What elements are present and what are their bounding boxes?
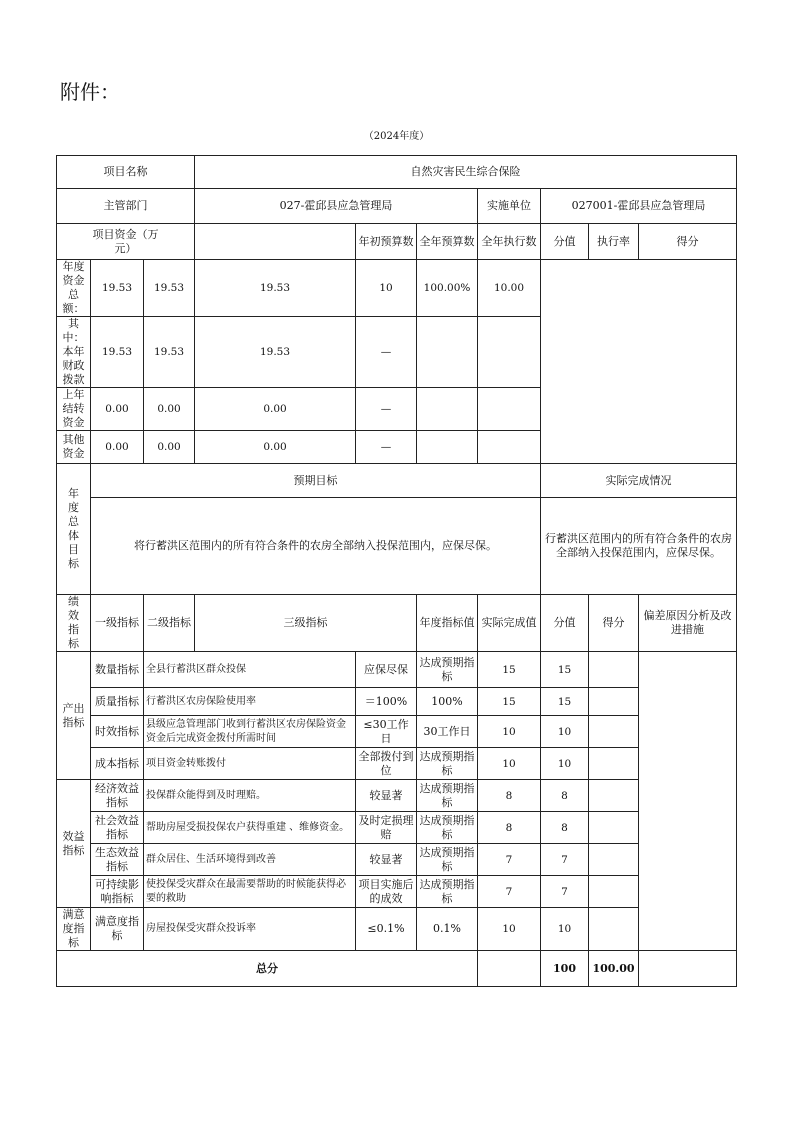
perf-row bbox=[57, 780, 737, 812]
note bbox=[589, 876, 639, 908]
score: 10 bbox=[478, 716, 541, 748]
blank-cell bbox=[195, 224, 356, 260]
funds-value bbox=[478, 317, 541, 388]
funds-header: 得分 bbox=[639, 224, 737, 260]
total-label: 总分 bbox=[57, 951, 478, 987]
funds-value: 0.00 bbox=[144, 388, 195, 431]
got: 8 bbox=[541, 812, 589, 844]
funds-value: 0.00 bbox=[195, 388, 356, 431]
actual: 达成预期指标 bbox=[417, 780, 478, 812]
funds-row bbox=[57, 317, 737, 388]
level3: 县级应急管理部门收到行蓄洪区农房保险资金资金后完成资金拨付所需时间 bbox=[144, 716, 356, 748]
funds-row-name: 其中：本年财政拨款 bbox=[57, 317, 91, 388]
level2: 成本指标 bbox=[91, 748, 144, 780]
actual-goal: 行蓄洪区范围内的所有符合条件的农房全部纳入投保范围内，应保尽保。 bbox=[541, 498, 737, 595]
got: 15 bbox=[541, 652, 589, 688]
level2: 时效指标 bbox=[91, 716, 144, 748]
note bbox=[589, 716, 639, 748]
funds-value: 0.00 bbox=[195, 431, 356, 464]
funds-value: — bbox=[356, 388, 417, 431]
total-row bbox=[57, 951, 737, 987]
funds-header-row bbox=[57, 224, 737, 260]
funds-label: 项目资金（万元） bbox=[57, 224, 195, 260]
level2: 满意度指标 bbox=[91, 908, 144, 951]
actual: 达成预期指标 bbox=[417, 652, 478, 688]
attachment-heading: 附件： bbox=[60, 80, 120, 104]
funds-value bbox=[478, 388, 541, 431]
score: 10 bbox=[478, 748, 541, 780]
group-label: 产出指标 bbox=[57, 652, 91, 780]
level3: 使投保受灾群众在最需要帮助的时候能获得必要的救助 bbox=[144, 876, 356, 908]
got: 15 bbox=[541, 688, 589, 716]
funds-row-name: 其他资金 bbox=[57, 431, 91, 464]
funds-value bbox=[417, 317, 478, 388]
perf-header: 三级指标 bbox=[195, 595, 417, 652]
group-label: 满意度指标 bbox=[57, 908, 91, 951]
target: 项目实施后的成效 bbox=[356, 876, 417, 908]
target: ≤30工作日 bbox=[356, 716, 417, 748]
level2: 经济效益指标 bbox=[91, 780, 144, 812]
funds-header: 全年预算数 bbox=[417, 224, 478, 260]
funds-value: 0.00 bbox=[91, 431, 144, 464]
funds-value: 19.53 bbox=[91, 317, 144, 388]
dept-label: 主管部门 bbox=[57, 189, 195, 224]
funds-row bbox=[57, 431, 737, 464]
funds-header: 全年执行数 bbox=[478, 224, 541, 260]
actual: 30工作日 bbox=[417, 716, 478, 748]
perf-row bbox=[57, 716, 737, 748]
level3: 投保群众能得到及时理赔。 bbox=[144, 780, 356, 812]
funds-value: 19.53 bbox=[144, 317, 195, 388]
got: 7 bbox=[541, 844, 589, 876]
note bbox=[589, 844, 639, 876]
note bbox=[589, 812, 639, 844]
dept-row bbox=[57, 189, 737, 224]
score: 7 bbox=[478, 844, 541, 876]
funds-value: 100.00% bbox=[417, 260, 478, 317]
expected-goal: 将行蓄洪区范围内的所有符合条件的农房全部纳入投保范围内，应保尽保。 bbox=[91, 498, 541, 595]
level2: 质量指标 bbox=[91, 688, 144, 716]
funds-value: 0.00 bbox=[91, 388, 144, 431]
note bbox=[589, 908, 639, 951]
funds-value: — bbox=[356, 317, 417, 388]
note bbox=[589, 652, 639, 688]
score: 7 bbox=[478, 876, 541, 908]
target: ＝100% bbox=[356, 688, 417, 716]
year-label: （2024年度） bbox=[363, 131, 430, 142]
perf-row bbox=[57, 688, 737, 716]
unit-value: 027001-霍邱县应急管理局 bbox=[541, 189, 737, 224]
actual: 达成预期指标 bbox=[417, 844, 478, 876]
funds-value: 19.53 bbox=[195, 317, 356, 388]
got: 10 bbox=[541, 748, 589, 780]
total-score: 100 bbox=[541, 951, 589, 987]
actual: 达成预期指标 bbox=[417, 812, 478, 844]
perf-header: 实际完成值 bbox=[478, 595, 541, 652]
score: 8 bbox=[478, 780, 541, 812]
funds-value: — bbox=[356, 431, 417, 464]
funds-header: 执行率 bbox=[589, 224, 639, 260]
level3: 群众居住、生活环境得到改善 bbox=[144, 844, 356, 876]
level3: 帮助房屋受损投保农户获得重建 、维修资金。 bbox=[144, 812, 356, 844]
perf-header: 分值 bbox=[541, 595, 589, 652]
unit-label: 实施单位 bbox=[478, 189, 541, 224]
actual: 100% bbox=[417, 688, 478, 716]
target: ≤0.1% bbox=[356, 908, 417, 951]
funds-row-name: 年度资金总额： bbox=[57, 260, 91, 317]
group-label: 效益指标 bbox=[57, 780, 91, 908]
target: 较显著 bbox=[356, 780, 417, 812]
funds-row-name: 上年结转资金 bbox=[57, 388, 91, 431]
project-name: 自然灾害民生综合保险 bbox=[195, 156, 737, 189]
level3: 项目资金转账拨付 bbox=[144, 748, 356, 780]
dept-value: 027-霍邱县应急管理局 bbox=[195, 189, 478, 224]
funds-value: 10.00 bbox=[478, 260, 541, 317]
got: 8 bbox=[541, 780, 589, 812]
funds-value: 10 bbox=[356, 260, 417, 317]
funds-value bbox=[417, 431, 478, 464]
perf-row bbox=[57, 812, 737, 844]
got: 7 bbox=[541, 876, 589, 908]
note bbox=[589, 780, 639, 812]
perf-header-row bbox=[57, 595, 737, 652]
target: 全部拨付到位 bbox=[356, 748, 417, 780]
goals-label: 年度总体目标 bbox=[57, 464, 91, 595]
actual-label: 实际完成情况 bbox=[541, 464, 737, 498]
perf-header: 一级指标 bbox=[91, 595, 144, 652]
level2: 生态效益指标 bbox=[91, 844, 144, 876]
note bbox=[589, 688, 639, 716]
target: 应保尽保 bbox=[356, 652, 417, 688]
perf-header: 得分 bbox=[589, 595, 639, 652]
actual: 0.1% bbox=[417, 908, 478, 951]
got: 10 bbox=[541, 908, 589, 951]
performance-table bbox=[56, 155, 737, 987]
level2: 社会效益指标 bbox=[91, 812, 144, 844]
goals-row bbox=[57, 498, 737, 595]
level3: 全县行蓄洪区群众投保 bbox=[144, 652, 356, 688]
perf-row bbox=[57, 748, 737, 780]
level2: 数量指标 bbox=[91, 652, 144, 688]
funds-row bbox=[57, 388, 737, 431]
funds-value: 19.53 bbox=[91, 260, 144, 317]
score: 15 bbox=[478, 688, 541, 716]
perf-header: 二级指标 bbox=[144, 595, 195, 652]
perf-header: 偏差原因分析及改进措施 bbox=[639, 595, 737, 652]
funds-value bbox=[417, 388, 478, 431]
got: 10 bbox=[541, 716, 589, 748]
funds-value: 0.00 bbox=[144, 431, 195, 464]
target: 及时定损理赔 bbox=[356, 812, 417, 844]
perf-label: 绩效指标 bbox=[57, 595, 91, 652]
funds-value bbox=[478, 431, 541, 464]
perf-row bbox=[57, 652, 737, 688]
score: 8 bbox=[478, 812, 541, 844]
target: 较显著 bbox=[356, 844, 417, 876]
funds-row bbox=[57, 260, 737, 317]
perf-row bbox=[57, 844, 737, 876]
level3: 行蓄洪区农房保险使用率 bbox=[144, 688, 356, 716]
project-name-label: 项目名称 bbox=[57, 156, 195, 189]
total-got: 100.00 bbox=[589, 951, 639, 987]
blank-cell bbox=[478, 951, 541, 987]
level2: 可持续影响指标 bbox=[91, 876, 144, 908]
score: 15 bbox=[478, 652, 541, 688]
note bbox=[589, 748, 639, 780]
funds-header: 年初预算数 bbox=[356, 224, 417, 260]
level3: 房屋投保受灾群众投诉率 bbox=[144, 908, 356, 951]
perf-row bbox=[57, 908, 737, 951]
perf-header: 年度指标值 bbox=[417, 595, 478, 652]
blank-cell bbox=[639, 951, 737, 987]
perf-row bbox=[57, 876, 737, 908]
actual: 达成预期指标 bbox=[417, 876, 478, 908]
goals-header-row bbox=[57, 464, 737, 498]
expected-label: 预期目标 bbox=[91, 464, 541, 498]
funds-value: 19.53 bbox=[195, 260, 356, 317]
score: 10 bbox=[478, 908, 541, 951]
actual: 达成预期指标 bbox=[417, 748, 478, 780]
funds-value: 19.53 bbox=[144, 260, 195, 317]
funds-header: 分值 bbox=[541, 224, 589, 260]
project-name-row bbox=[57, 156, 737, 189]
